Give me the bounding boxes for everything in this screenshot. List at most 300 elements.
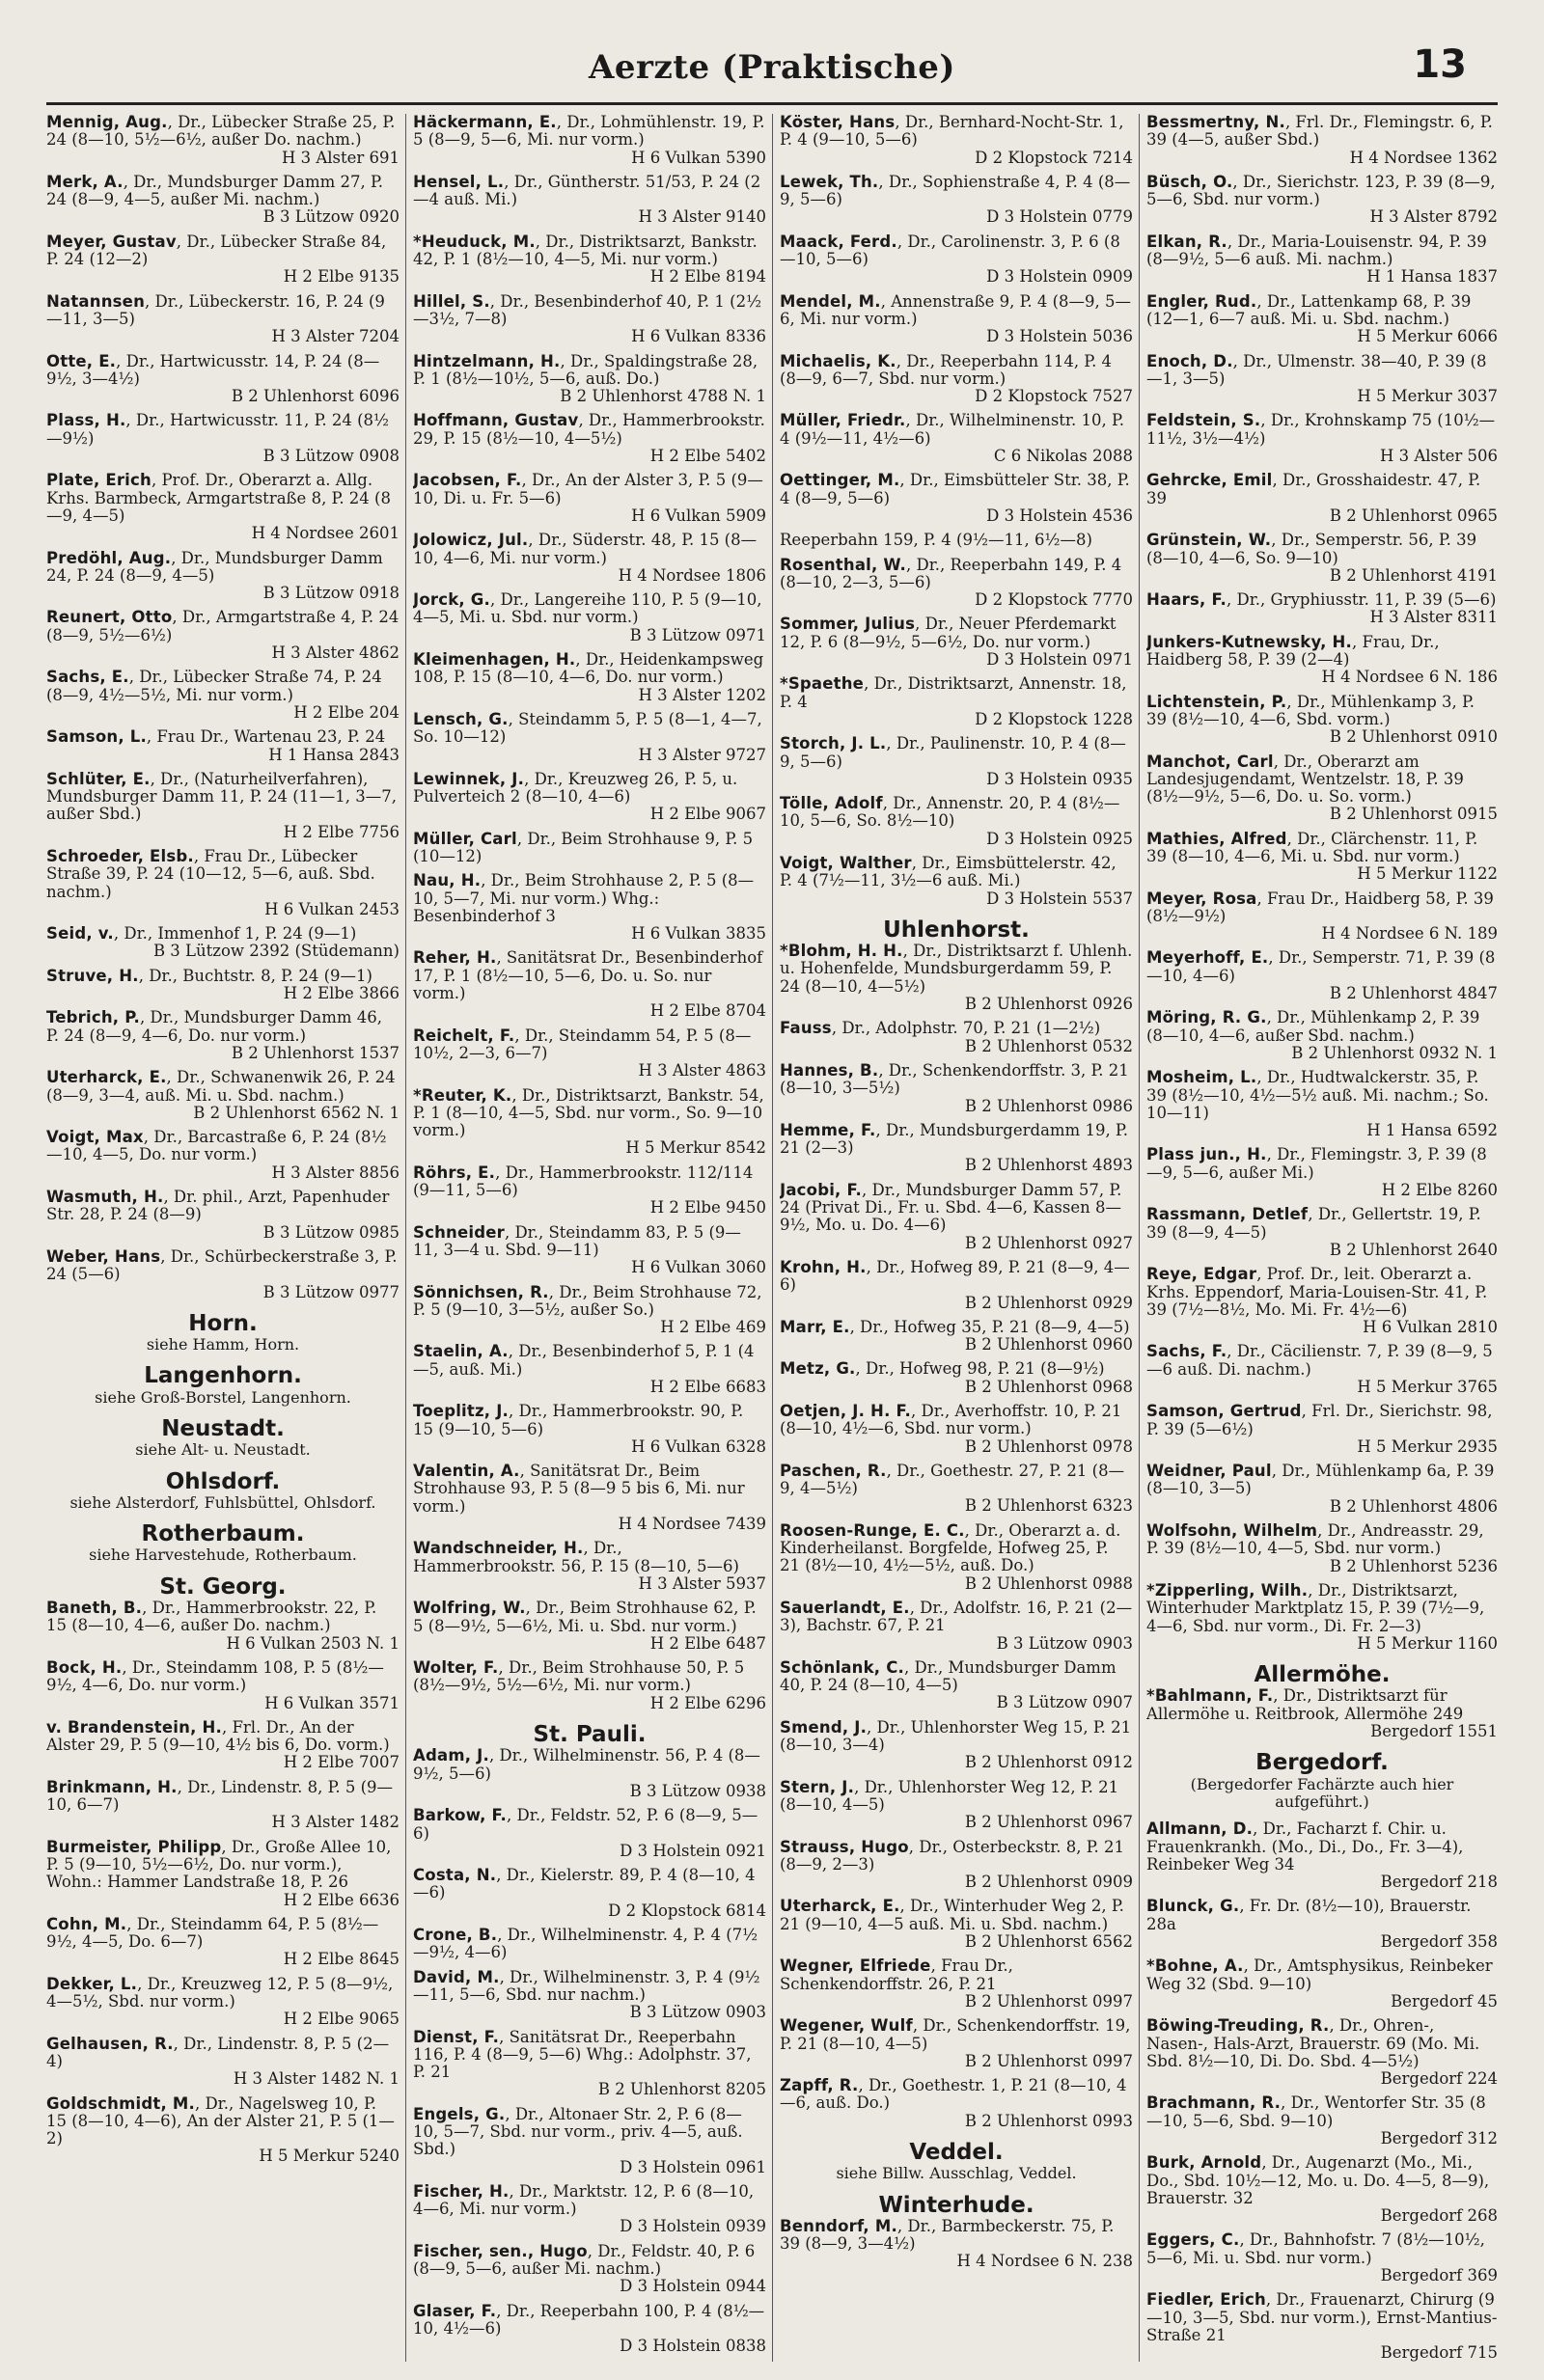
entry-details: , Dr., Gryphiusstr. 11, P. 39 (5—6) (1226, 590, 1497, 610)
section-note: siehe Alsterdorf, Fuhlsbüttel, Ohlsdorf. (69, 1492, 376, 1512)
entry-name: Junkers-Kutnewsky, H. (1146, 632, 1353, 651)
directory-entry (1146, 591, 1498, 627)
directory-entry (46, 771, 400, 841)
entry-name: *Reuter, K. (413, 1085, 512, 1105)
entry-phone: H 4 Nordsee 6 N. 238 (956, 2252, 1133, 2271)
entry-details: , Dr., Adolphstr. 70, P. 21 (1—2½) (831, 1019, 1101, 1038)
entry-phone: B 3 Lützow 0903 (629, 2003, 766, 2022)
entry-name: Valentin, A. (413, 1462, 520, 1481)
entry-name: Enoch, D. (1146, 351, 1233, 370)
entry-name: Michaelis, K. (780, 351, 896, 370)
entry-details: , Dr., Kreuzweg 12, P. 5 (8—9½, 4—5½, Sbd. nur vorm.) (46, 1974, 394, 2011)
directory-entry (780, 943, 1133, 1013)
entry-name: Meyer, Gustav (46, 232, 177, 251)
entry-name: Merk, A. (46, 172, 124, 191)
entry-name: Hensel, L. (413, 172, 505, 191)
entry-phone: B 2 Uhlenhorst 0993 (964, 2111, 1133, 2130)
directory-entry (1146, 1582, 1498, 1653)
entry-phone: H 6 Vulkan 3571 (264, 1693, 400, 1712)
entry-name: Mathies, Alfred (1146, 829, 1287, 848)
column-3 (780, 114, 1133, 2362)
entry-details: , Dr., Mundsburger Damm 24, P. 24 (8—9, 4—5) (46, 548, 383, 585)
entry-name: *Bohne, A. (1146, 1956, 1244, 1976)
directory-entry (780, 1062, 1133, 1115)
directory-entry (1146, 1266, 1498, 1336)
entry-phone: B 2 Uhlenhorst 4847 (1329, 984, 1498, 1003)
entry-name: Burk, Arnold (1146, 2153, 1262, 2173)
section-note: siehe Harvestehude, Rotherbaum. (89, 1546, 357, 1565)
entry-details: , Dr., Semperstr. 56, P. 39 (8—10, 4—6, So. 9—10) (1146, 531, 1477, 567)
entry-phone: H 3 Alster 4862 (271, 643, 400, 663)
entry-details: , Dr., Goethestr. 27, P. 21 (8—9, 4—5½) (780, 1461, 1125, 1498)
entry-phone: B 2 Uhlenhorst 0912 (964, 1753, 1133, 1772)
entry-name: Lensch, G. (413, 709, 509, 728)
entry-details: , Dr., Beim Strohhause 2, P. 5 (8—10, 5—7, Mi. nur vorm.) Whg.: Besenbinderhof 3 (413, 871, 755, 925)
entry-phone: B 2 Uhlenhorst 0986 (964, 1096, 1133, 1115)
entry-phone: D 3 Holstein 0944 (620, 2277, 766, 2296)
entry-name: Allmann, D. (1146, 1819, 1254, 1839)
directory-entry (413, 2029, 766, 2099)
entry-details: , Dr., Mühlenkamp 2, P. 39 (8—10, 4—6, außer Sbd. nachm.) (1146, 1008, 1480, 1045)
entry-details: , Frau Dr., Haidberg 58, P. 39 (8½—9½) (1146, 889, 1494, 925)
entry-phone: B 2 Uhlenhorst 0997 (964, 2051, 1133, 2070)
entry-details: , Dr., Nagelsweg 10, P. 15 (8—10, 4—6), An der Alster 21, P. 5 (1—2) (46, 2093, 395, 2148)
entry-details: , Dr., Schürbeckerstraße 3, P. 24 (5—6) (46, 1246, 398, 1284)
directory-entry (1146, 2094, 1498, 2147)
directory-entry (413, 2303, 766, 2356)
entry-phone: B 2 Uhlenhorst 0932 N. 1 (1291, 1043, 1498, 1062)
directory-entry (413, 1463, 766, 1533)
entry-details: , Dr., Immenhof 1, P. 24 (9—1) (113, 924, 357, 944)
entry-phone: H 3 Alster 8792 (1369, 207, 1498, 227)
entry-details: , Dr., Armgartstraße 4, P. 24 (8—9, 5½—6½) (46, 608, 400, 644)
directory-entry (413, 1284, 766, 1337)
entry-details: , Dr., Hofweg 89, P. 21 (8—9, 4—6) (780, 1257, 1130, 1295)
entry-name: Rosenthal, W. (780, 555, 906, 574)
entry-name: Maack, Ferd. (780, 232, 897, 251)
entry-phone: H 4 Nordsee 6 N. 189 (1321, 924, 1498, 944)
entry-phone: H 2 Elbe 3866 (283, 984, 400, 1003)
entry-phone: H 2 Elbe 9450 (649, 1198, 766, 1217)
entry-phone: H 5 Merkur 8542 (625, 1138, 766, 1158)
entry-name: Roosen-Runge, E. C. (780, 1520, 965, 1540)
directory-entry (413, 532, 766, 585)
entry-phone: H 5 Merkur 1122 (1357, 864, 1498, 884)
entry-name: Oettinger, M. (780, 471, 900, 490)
entry-name: Grünstein, W. (1146, 531, 1272, 550)
entry-details: , Dr., Hammerbrookstr. 22, P. 15 (8—10, 4—6, außer Do. nachm.) (46, 1599, 377, 1635)
entry-name: Brinkmann, H. (46, 1777, 178, 1796)
entry-details: , Dr., Lattenkamp 68, P. 39 (12—1, 6—7 auß. Mi. u. Sbd. nachm.) (1146, 291, 1472, 328)
entry-details: , Sanitätsrat Dr., Beim Strohhause 93, P. 5 (8—9 5 bis 6, Mi. nur vorm.) (413, 1462, 745, 1516)
entry-details: , Dr., Clärchenstr. 11, P. 39 (8—10, 4—6, Mi. u. Sbd. nur vorm.) (1146, 829, 1478, 865)
entry-details: , Dr., Feldstr. 40, P. 6 (8—9, 5—6, außer Mi. nachm.) (413, 2241, 756, 2279)
entry-phone: Bergedorf 312 (1380, 2128, 1498, 2147)
entry-name: Mennig, Aug. (46, 114, 168, 131)
entry-name: Goldschmidt, M. (46, 2093, 195, 2113)
directory-entry (413, 1659, 766, 1712)
directory-entry (413, 1927, 766, 1962)
directory-entry (46, 412, 400, 465)
entry-details: , Dr., Distriktsarzt, Annenstr. 18, P. 4 (780, 674, 1127, 711)
entry-phone: B 2 Uhlenhorst 4191 (1329, 565, 1498, 585)
entry-name: Gehrcke, Emil (1146, 471, 1273, 490)
directory-entry (46, 1248, 400, 1301)
entry-phone: H 2 Elbe 6683 (649, 1378, 766, 1396)
entry-details: , Dr., Reeperbahn 149, P. 4 (8—10, 2—3, 5—6) (780, 555, 1122, 591)
entry-name: Weber, Hans (46, 1246, 161, 1266)
entry-name: Wasmuth, H. (46, 1188, 164, 1207)
entry-details: , Dr., Schenkendorffstr. 3, P. 21 (8—10, 3—5½) (780, 1060, 1129, 1098)
entry-phone: H 5 Merkur 3765 (1357, 1378, 1498, 1396)
entry-name: Engler, Rud. (1146, 291, 1257, 311)
entry-phone: Bergedorf 218 (1380, 1873, 1498, 1892)
entry-name: Sauerlandt, E. (780, 1598, 910, 1617)
entry-name: Uterharck, E. (46, 1068, 167, 1087)
directory-entry (413, 233, 766, 287)
entry-details: , Dr., Mundsburger Damm 40, P. 24 (8—10, 4—5) (780, 1657, 1117, 1695)
entry-name: Sachs, F. (1146, 1342, 1227, 1361)
entry-name: Schlüter, E. (46, 769, 151, 788)
directory-entry (46, 1719, 400, 1772)
entry-phone: D 3 Holstein 0921 (620, 1841, 766, 1860)
entry-phone: D 3 Holstein 0935 (986, 769, 1133, 788)
entry-name: Reunert, Otto (46, 608, 173, 627)
section-heading: St. Pauli. (533, 1722, 647, 1748)
directory-entry (1146, 1009, 1498, 1062)
entry-details: , Dr., Ulmenstr. 38—40, P. 39 (8—1, 3—5) (1146, 351, 1487, 388)
entry-name: Sönnichsen, R. (413, 1282, 549, 1301)
directory-entry (780, 2218, 1133, 2271)
directory-entry (780, 293, 1133, 346)
entry-name: Müller, Friedr. (780, 411, 906, 430)
column-divider (1139, 114, 1140, 2362)
entry-phone: H 2 Elbe 5402 (649, 447, 766, 466)
entry-details: , Dr., Oberarzt a. d. Kinderheilanst. Borgfelde, Hofweg 25, P. 21 (8½—10, 4½—5½, auß. Do.) (780, 1520, 1121, 1575)
entry-phone: B 3 Lützow 0985 (262, 1222, 400, 1242)
entry-name: Müller, Carl (413, 829, 517, 848)
entry-phone: H 1 Hansa 2843 (268, 745, 400, 764)
directory-entry (413, 1164, 766, 1217)
entry-phone: D 3 Holstein 5036 (986, 327, 1133, 346)
section-heading: Ohlsdorf. (165, 1468, 281, 1494)
entry-name: Zapff, R. (780, 2076, 859, 2095)
entry-name: Lewinnek, J. (413, 769, 525, 788)
entry-name: Reye, Edgar (1146, 1265, 1257, 1284)
directory-entry (413, 2183, 766, 2236)
entry-name: Stern, J. (780, 1777, 855, 1796)
entry-name: Wolfring, W. (413, 1599, 526, 1618)
directory-entry (413, 353, 766, 406)
entry-name: Rassmann, Detlef (1146, 1205, 1309, 1224)
entry-details: , Dr., Beim Strohhause 72, P. 5 (9—10, 3—5½, außer So.) (413, 1282, 762, 1319)
entry-details: , Dr., Sophienstraße 4, P. 4 (8—9, 5—6) (780, 172, 1131, 209)
entry-phone: H 5 Merkur 1160 (1357, 1633, 1498, 1653)
entry-details: , Dr., Schwanenwik 26, P. 24 (8—9, 3—4, auß. Mi. u. Sbd. nachm.) (46, 1068, 396, 1105)
directory-entry (1146, 353, 1498, 406)
entry-name: Fauss (780, 1019, 832, 1038)
entry-details: , Dr., Spaldingstraße 28, P. 1 (8½—10½, 5—6, auß. Do.) (413, 351, 758, 388)
entry-name: Bock, H. (46, 1657, 123, 1677)
entry-phone: H 3 Alster 9727 (638, 745, 766, 764)
entry-name: Jorck, G. (413, 590, 490, 610)
entry-phone: H 5 Merkur 2935 (1357, 1436, 1498, 1456)
entry-name: Meyerhoff, E. (1146, 948, 1269, 968)
entry-details: , Dr., Süderstr. 48, P. 15 (8—10, 4—6, Mi. nur vorm.) (413, 531, 758, 567)
entry-name: Nau, H. (413, 871, 482, 890)
entry-phone: H 3 Alster 9140 (638, 207, 766, 227)
entry-name: Toeplitz, J. (413, 1402, 510, 1421)
directory-entry (780, 1898, 1133, 1951)
entry-details: , Dr., Hartwicusstr. 11, P. 24 (8½—9½) (46, 411, 389, 448)
entry-details: , Dr., Winterhuder Weg 2, P. 21 (9—10, 4—5 auß. Mi. u. Sbd. nachm.) (780, 1897, 1124, 1933)
entry-details: , Dr., Große Allee 10, P. 5 (9—10, 5½—6½, Do. nur vorm.), Wohn.: Hammer Landstraße 18, P. 26 (46, 1837, 392, 1892)
entry-details: , Dr., Steindamm 108, P. 5 (8½—9½, 4—6, Do. nur vorm.) (46, 1657, 384, 1695)
entry-name: Bessmertny, N. (1146, 114, 1285, 131)
directory-entry (780, 1259, 1133, 1312)
entry-name: Baneth, B. (46, 1599, 143, 1618)
directory-entry (46, 174, 400, 227)
entry-phone: H 3 Alster 691 (281, 148, 400, 167)
entry-phone: B 2 Uhlenhorst 0910 (1329, 727, 1498, 747)
entry-details: , Frl. Dr., Flemingstr. 6, P. 39 (4—5, außer Sbd.) (1146, 114, 1493, 150)
entry-name: Wegner, Elfriede (780, 1956, 931, 1976)
directory-entry (46, 2036, 400, 2089)
entry-details: , Dr., Langereihe 110, P. 5 (9—10, 4—5, Mi. u. Sbd. nur vorm.) (413, 590, 762, 627)
section-heading: Bergedorf. (1255, 1750, 1389, 1776)
entry-details: , Dr., Osterbeckstr. 8, P. 21 (8—9, 2—3) (780, 1837, 1125, 1874)
entry-name: Wegener, Wulf (780, 2016, 913, 2036)
directory-entry (46, 233, 400, 287)
entry-name: Samson, L. (46, 727, 147, 747)
directory-entry (780, 616, 1133, 669)
entry-details: , Dr., Wilhelminenstr. 56, P. 4 (8—9½, 5—6) (413, 1746, 760, 1783)
page-number: 13 (1413, 42, 1467, 87)
entry-details: , Dr., Maria-Louisenstr. 94, P. 39 (8—9½, 5—6 auß. Mi. nachm.) (1146, 232, 1487, 269)
entry-name: Sommer, Julius (780, 615, 916, 634)
directory-entry (1146, 1522, 1498, 1575)
entry-phone: B 2 Uhlenhorst 0967 (964, 1813, 1133, 1832)
entry-phone: B 2 Uhlenhorst 6096 (231, 387, 400, 406)
directory-entry (1146, 1146, 1498, 1199)
entry-phone: H 3 Alster 7204 (271, 327, 400, 346)
entry-name: Hannes, B. (780, 1060, 879, 1080)
directory-entry (780, 174, 1133, 227)
entry-name: Staelin, A. (413, 1342, 509, 1361)
entry-details: , Dr., Distriktsarzt, Bankstr. 42, P. 1 (8½—10, 4—5, Mi. nur vorm.) (413, 232, 758, 269)
directory-entry (413, 1087, 766, 1158)
entry-name: Engels, G. (413, 2104, 506, 2123)
entry-name: Wandschneider, H. (413, 1539, 584, 1558)
entry-name: Struve, H. (46, 966, 139, 985)
directory-entry (46, 1659, 400, 1712)
entry-details: , Dr., Eimsbütteler Str. 38, P. 4 (8—9, 5—6) (780, 471, 1130, 507)
entry-details: , Dr., Hartwicusstr. 14, P. 24 (8—9½, 3—4½) (46, 351, 380, 388)
directory-entry (780, 1600, 1133, 1653)
directory-entry (413, 949, 766, 1020)
entry-name: Plass, H. (46, 411, 126, 430)
entry-details: , Dr., Lindenstr. 8, P. 5 (9—10, 6—7) (46, 1777, 394, 1815)
entry-details: , Dr., Barcastraße 6, P. 24 (8½—10, 4—5, Do. nur vorm.) (46, 1128, 387, 1164)
entry-details: , Dr., Kreuzweg 26, P. 5, u. Pulverteich 2 (8—10, 4—6) (413, 769, 738, 807)
entry-name: Reichelt, F. (413, 1026, 515, 1045)
directory-entry (780, 735, 1133, 788)
section-heading: St. Georg. (159, 1573, 287, 1600)
entry-phone: D 3 Holstein 0779 (986, 207, 1133, 227)
directory-entry (413, 1027, 766, 1081)
directory-entry (413, 831, 766, 866)
entry-name: Crone, B. (413, 1926, 498, 1945)
entry-phone: H 2 Elbe 6296 (649, 1693, 766, 1712)
directory-entry (1146, 1403, 1498, 1456)
directory-entry (46, 1129, 400, 1182)
entry-name: Dekker, L. (46, 1974, 138, 1993)
entry-details: , Dr., Hammerbrookstr. 29, P. 15 (8½—10, 4—5½) (413, 411, 765, 448)
entry-phone: D 2 Klopstock 7214 (975, 148, 1133, 167)
section-heading: Veddel. (909, 2139, 1004, 2165)
entry-phone: B 3 Lützow 2392 (Stüdemann) (152, 942, 400, 961)
entry-phone: H 6 Vulkan 5390 (631, 148, 766, 167)
section-heading: Horn. (188, 1310, 258, 1336)
entry-details: , Dr., Distriktsarzt, Winterhuder Marktplatz 15, P. 39 (7½—9, 4—6, Sbd. nur vorm., Di. Fr. 2—3) (1146, 1580, 1485, 1635)
entry-phone: B 2 Uhlenhorst 1537 (231, 1043, 400, 1062)
entry-name: Costa, N. (413, 1866, 497, 1885)
entry-details: , Dr., Besenbinderhof 40, P. 1 (2½—3½, 7—8) (413, 291, 762, 328)
column-1 (46, 114, 400, 2362)
entry-name: Voigt, Max (46, 1128, 144, 1147)
entry-phone: D 2 Klopstock 6814 (608, 1901, 766, 1920)
directory-entry (1146, 293, 1498, 346)
entry-details: , Dr., Mühlenkamp 3, P. 39 (8½—10, 4—6, Sbd. vorm.) (1146, 692, 1475, 728)
entry-details: , Dr., Cäcilienstr. 7, P. 39 (8—9, 5—6 auß. Di. nachm.) (1146, 1342, 1493, 1379)
entry-details: , Dr., Andreasstr. 29, P. 39 (8½—10, 4—5, Sbd. nur vorm.) (1146, 1521, 1484, 1558)
entry-phone: D 3 Holstein 0961 (620, 2157, 766, 2176)
directory-entry (1146, 1957, 1498, 2011)
entry-details: , Dr., Kielerstr. 89, P. 4 (8—10, 4—6) (413, 1866, 756, 1902)
entry-phone: D 2 Klopstock 7770 (975, 590, 1133, 610)
directory-entry (46, 1009, 400, 1062)
entry-details: , Dr., Marktstr. 12, P. 6 (8—10, 4—6, Mi. nur vorm.) (413, 2181, 755, 2219)
entry-phone: B 3 Lützow 0920 (262, 207, 400, 227)
entry-name: Schönlank, C. (780, 1657, 904, 1677)
entry-name: Paschen, R. (780, 1461, 887, 1480)
entry-details: , Dr., Adolfstr. 16, P. 21 (2—3), Bachstr. 67, P. 21 (780, 1598, 1133, 1635)
entry-name: Predöhl, Aug. (46, 548, 172, 567)
entry-details: , Dr., Goethestr. 1, P. 21 (8—10, 4—6, auß. Do.) (780, 2076, 1127, 2113)
entry-name: Möring, R. G. (1146, 1008, 1267, 1027)
entry-details: , Dr., (Naturheilverfahren), Mundsburger Damm 11, P. 24 (11—1, 3—7, außer Sbd.) (46, 769, 397, 824)
entry-name: Dienst, F. (413, 2027, 500, 2046)
entry-name: Hillel, S. (413, 291, 490, 311)
entry-name: Plate, Erich (46, 471, 152, 490)
entry-details: , Sanitätsrat Dr., Besenbinderhof 17, P. 1 (8½—10, 5—6, Do. u. So. nur vorm.) (413, 948, 763, 1003)
entry-phone: H 3 Alster 4863 (638, 1061, 766, 1081)
entry-phone: H 1 Hansa 1837 (1366, 267, 1498, 287)
entry-phone: B 2 Uhlenhorst 0978 (964, 1436, 1133, 1456)
directory-entry (46, 1779, 400, 1832)
entry-phone: B 3 Lützow 0971 (629, 625, 766, 644)
entry-details: , Dr., Besenbinderhof 5, P. 1 (4—5, auß. Mi.) (413, 1342, 755, 1379)
directory-entry (413, 1867, 766, 1920)
directory-entry (413, 771, 766, 824)
entry-name: Manchot, Carl (1146, 752, 1274, 771)
directory-entry (1146, 694, 1498, 747)
entry-details: , Dr., Beim Strohhause 50, P. 5 (8½—9½, 5½—6½, Mi. nur vorm.) (413, 1658, 745, 1695)
entry-details: , Dr., Mühlenkamp 6a, P. 39 (8—10, 3—5) (1146, 1462, 1495, 1498)
directory-entry (780, 1839, 1133, 1892)
entry-details: , Dr., Hammerbrookstr. 112/114 (9—11, 5—6) (413, 1163, 754, 1200)
entry-details: , Dr., Amtsphysikus, Reinbeker Weg 32 (Sbd. 9—10) (1146, 1956, 1493, 1993)
entry-phone: B 3 Lützow 0918 (262, 584, 400, 603)
entry-phone: B 2 Uhlenhorst 0927 (964, 1233, 1133, 1252)
entry-name: Oetjen, J. H. F. (780, 1402, 911, 1420)
directory-entry (780, 412, 1133, 465)
entry-phone: H 6 Vulkan 3060 (631, 1258, 766, 1277)
directory-entry (46, 848, 400, 918)
directory-entry (46, 968, 400, 1003)
directory-entry (780, 795, 1133, 848)
entry-phone: D 2 Klopstock 7527 (975, 387, 1133, 406)
entry-phone: B 2 Uhlenhorst 5236 (1329, 1556, 1498, 1575)
section-note: (Bergedorfer Fachärzte auch hier aufgeführt.) (1190, 1774, 1454, 1811)
entry-phone: H 2 Elbe 9135 (283, 267, 400, 287)
entry-details: , Prof. Dr., leit. Oberarzt a. Krhs. Eppendorf, Maria-Louisen-Str. 41, P. 39 (7½—8½, Mo. Mi. Fr. 4½—6) (1146, 1265, 1488, 1319)
entry-details: , Annenstraße 9, P. 4 (8—9, 5—6, Mi. nur vorm.) (780, 291, 1132, 328)
directory-entry (413, 472, 766, 525)
entry-name: Tölle, Adolf (780, 794, 883, 813)
entry-name: Hemme, F. (780, 1120, 876, 1139)
entry-name: *Bahlmann, F. (1146, 1686, 1274, 1706)
directory-entry (780, 1957, 1133, 2011)
entry-name: Adam, J. (413, 1746, 489, 1765)
entry-phone: H 2 Elbe 7007 (283, 1753, 400, 1772)
entry-name: Glaser, F. (413, 2301, 497, 2320)
entry-phone: H 3 Alster 8856 (271, 1163, 400, 1182)
entry-phone: H 2 Elbe 7756 (283, 822, 400, 841)
entry-phone: H 4 Nordsee 6 N. 186 (1321, 668, 1498, 687)
entry-name: Fischer, H. (413, 2181, 510, 2201)
entry-details: , Dr., Bahnhofstr. 7 (8½—10½, 5—6, Mi. u. Sbd. nur vorm.) (1146, 2230, 1485, 2267)
entry-details: , Dr., Mundsburgerdamm 19, P. 21 (2—3) (780, 1120, 1128, 1158)
directory-entry (1146, 2154, 1498, 2225)
entry-name: Samson, Gertrud (1146, 1402, 1302, 1421)
entry-name: Sachs, E. (46, 668, 129, 687)
directory-entry (780, 2017, 1133, 2070)
entry-phone: Bergedorf 358 (1380, 1932, 1498, 1952)
entry-details: , Dr., Lübecker Straße 25, P. 24 (8—10, 5½—6½, außer Do. nachm.) (46, 114, 396, 150)
entry-details: , Dr., Hofweg 98, P. 21 (8—9½) (855, 1359, 1105, 1379)
entry-phone: H 2 Elbe 469 (660, 1318, 766, 1337)
entry-details: , Dr., Averhoffstr. 10, P. 21 (8—10, 4½—6, Sbd. nur vorm.) (780, 1402, 1122, 1438)
entry-details: , Dr., Distriktsarzt für Allermöhe u. Reitbrook, Allermöhe 249 (1146, 1686, 1464, 1723)
entry-name: Hoffmann, Gustav (413, 411, 579, 430)
entry-phone: D 3 Holstein 0838 (620, 2337, 766, 2356)
directory-entry (46, 1839, 400, 1909)
directory-entry (780, 855, 1133, 908)
directory-entry (413, 293, 766, 346)
directory-entry (46, 728, 400, 764)
entry-phone: D 2 Klopstock 1228 (975, 709, 1133, 728)
section-note: siehe Billw. Ausschlag, Veddel. (836, 2164, 1077, 2183)
entry-details: , Dr., Ohren-, Nasen-, Hals-Arzt, Brauerstr. 69 (Mo. Mi. Sbd. 8½—10, Di. Do. Sbd. 4—5½) (1146, 2016, 1480, 2070)
entry-details: , Dr., Lohmühlenstr. 19, P. 5 (8—9, 5—6, Mi. nur vorm.) (413, 114, 765, 150)
entry-phone: H 4 Nordsee 1362 (1349, 148, 1498, 167)
column-4 (1146, 114, 1498, 2362)
entry-details: , Dr., Reeperbahn 114, P. 4 (8—9, 6—7, Sbd. nur vorm.) (780, 351, 1113, 388)
entry-phone: C 6 Nikolas 2088 (993, 447, 1133, 466)
entry-details: , Dr., Distriktsarzt, Bankstr. 54, P. 1 (8—10, 4—5, Sbd. nur vorm., So. 9—10 vorm.) (413, 1085, 764, 1140)
entry-details: , Dr., Wilhelminenstr. 3, P. 4 (9½—11, 5—6, Sbd. nur nachm.) (413, 1967, 760, 2004)
